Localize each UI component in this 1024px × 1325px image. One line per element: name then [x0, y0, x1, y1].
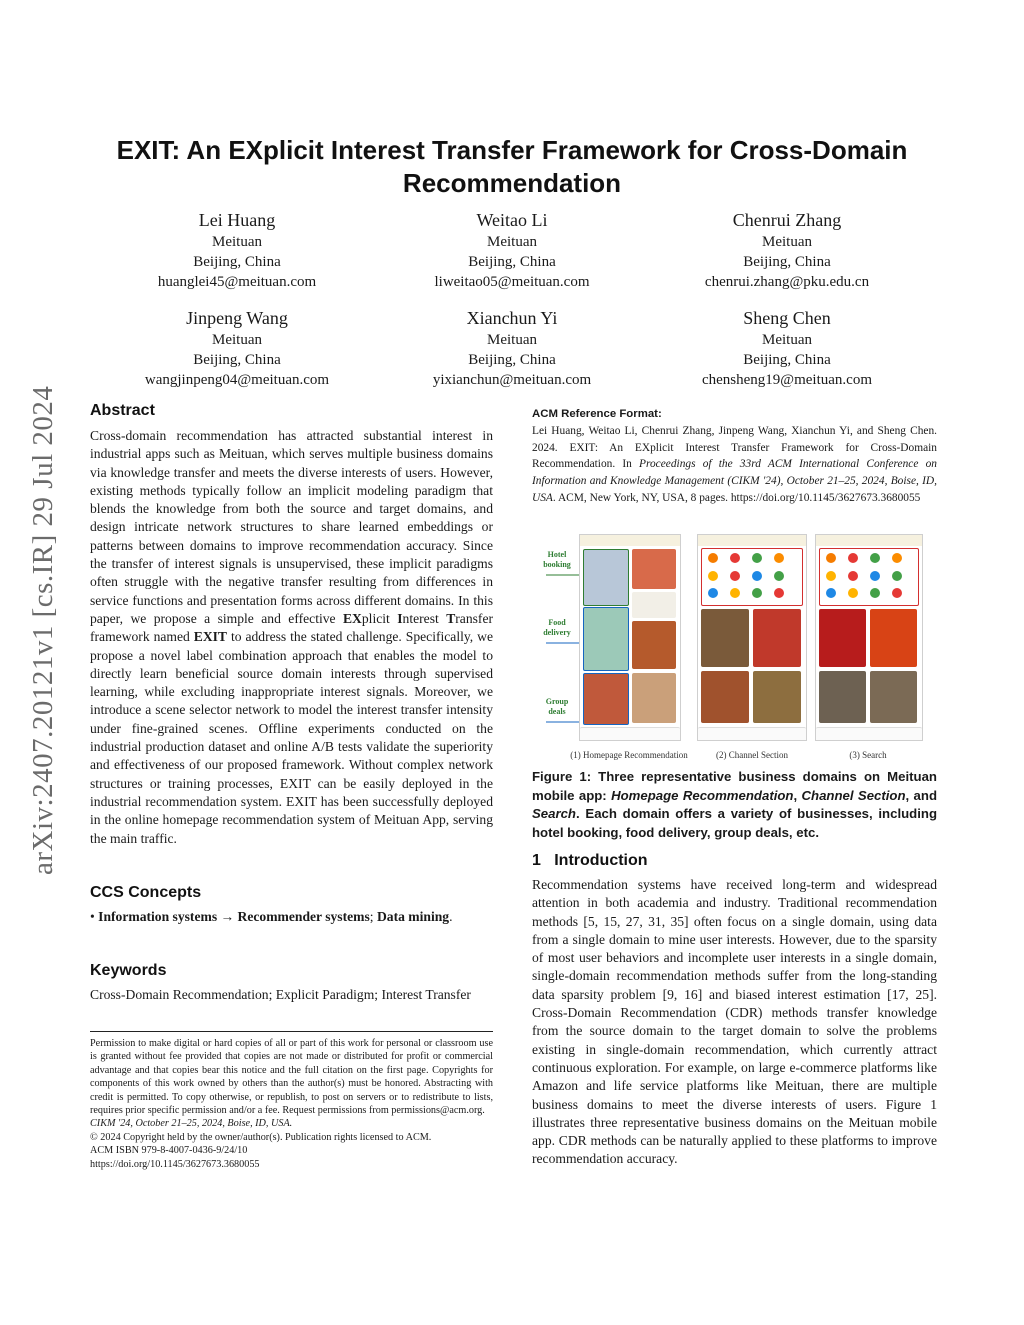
author-affiliation: Meituan: [487, 332, 537, 348]
figure-1: [532, 530, 937, 770]
side-label-hotel: Hotel booking: [543, 550, 571, 569]
author-location: Beijing, China: [468, 352, 556, 368]
author-name: Sheng Chen: [743, 308, 831, 328]
author-email: huanglei45@meituan.com: [157, 274, 317, 290]
category-icon: [870, 571, 880, 581]
abstract-bold: T: [446, 610, 456, 626]
intro-heading: 1 Introduction: [532, 852, 648, 869]
abstract-part: ransfer framework named: [90, 610, 494, 645]
author-name: Lei Huang: [198, 210, 276, 230]
category-icon: [752, 553, 762, 563]
category-icon: [826, 588, 836, 598]
phone-status-bar: [580, 535, 680, 546]
caption-text: . Each domain offers a variety of businesses, including hotel booking, food delivery, group deals, etc.: [532, 806, 937, 840]
keywords-text: Cross-Domain Recommendation; Explicit Paradigm; Interest Transfer: [90, 987, 471, 1002]
tab-bar: [816, 727, 922, 741]
tab-bar: [580, 727, 680, 741]
category-icon: [848, 553, 858, 563]
caption-domain: Channel Section: [801, 787, 906, 803]
category-icon: [752, 571, 762, 581]
ccs-concept: Data mining: [376, 909, 450, 924]
author-block: [387, 208, 637, 292]
tab-bar: [698, 727, 806, 741]
phone-channel: [697, 534, 807, 741]
author-email: yixianchun@meituan.com: [432, 372, 592, 388]
category-icon: [870, 553, 880, 563]
figure-sublabel: (1) Homepage Recommendation: [570, 750, 688, 760]
figure-caption: [532, 768, 937, 842]
category-icon: [730, 571, 740, 581]
author-location: Beijing, China: [743, 352, 831, 368]
category-icon: [848, 588, 858, 598]
arxiv-identifier: arXiv:2407.20121v1 [cs.IR] 29 Jul 2024: [27, 385, 59, 875]
intro-text: Recommendation systems have received long-term and widespread attention in both academia and industry. Traditional recommendation methods [5, 15, 27, 31, 35] often focus on a single domain, using data from a single domain to mine user interests. However, due to the sparsity of most user behaviors and incomplete user interests in a single domain, single-domain recommendation methods suffer from the long-standing data sparsity problem [9, 16] and biased interest estimation [17, 25]. Cross-Domain Recommendation (CDR) methods transfer knowledge from the source domain to the target domain to solve the problems existing in single-domain recommendation, which currently attract continuous exploration. For example, on large e-commerce platforms like Amazon and life service platforms like Meituan, there are multiple business domains to meet the diverse interests of users. Figure 1 illustrates three representative business domains on the Meituan mobile app. CDR methods can be naturally applied to these platforms to improve recommendation accuracy.: [532, 877, 937, 1167]
keywords-heading: Keywords: [90, 962, 167, 979]
icon-grid: [819, 548, 919, 606]
abstract-heading: Abstract: [90, 402, 155, 419]
caption-domain: Homepage Recommendation: [611, 787, 794, 803]
ccs-concept: Recommender systems: [237, 909, 370, 924]
author-name: Chenrui Zhang: [732, 210, 842, 230]
image-tile: [583, 549, 629, 606]
permission-notice: [90, 1037, 493, 1171]
image-tile: [870, 609, 917, 667]
abstract-bold: EX: [342, 610, 362, 626]
author-location: Beijing, China: [743, 254, 831, 270]
ccs-sep: ;: [369, 909, 377, 924]
image-tile: [632, 549, 676, 589]
acm-reference: [532, 406, 937, 507]
permission-text: Permission to make digital or hard copies of all or part of this work for personal or classroom use is granted without fee provided that copies are not made or distributed for profit or commercial advantage and that copies bear this notice and the full citation on the first page. Copyrights for components of this work owned by others than the author(s) must be honored. Abstracting with credit is permitted. To copy otherwise, or republish, to post on servers or to redistribute to lists, requires prior specific permission and/or a fee. Request permissions from permissions@acm.org.: [90, 1038, 493, 1117]
phone-homepage: [579, 534, 681, 741]
author-location: Beijing, China: [468, 254, 556, 270]
abstract-part: Cross-domain recommendation has attracted substantial interest in industrial apps such as Meituan, which serves multiple business domains via knowledge transfer and meets the diverse interests of users. However, existing methods typically follow an implicit modeling paradigm that blends the knowledge from both the source and target domains, and design intricate network structures to share learned embeddings or patterns between domains to improve recommendation accuracy. Since the transfer of interest signals is unsupervised, these implicit paradigms often struggle with the negative transfer resulting from differences in service functions and presentation forms across different domains. In this paper, we propose a simple and effective: [90, 428, 493, 626]
acm-reference-text: Lei Huang, Weitao Li, Chenrui Zhang, Jinpeng Wang, Xianchun Yi, and Sheng Chen. 2024. EXIT: An EXplicit Interest Transfer Framework for Cross-Domain Recommendation. In: [532, 424, 937, 471]
category-icon: [892, 588, 902, 598]
abstract-bold: EXIT: [193, 629, 227, 645]
image-tile: [632, 673, 676, 723]
paper-title: EXIT: An EXplicit Interest Transfer Framework for Cross-Domain Recommendation: [116, 135, 908, 198]
category-icon: [752, 588, 762, 598]
author-block: [112, 306, 362, 390]
category-icon: [708, 571, 718, 581]
side-label-group: Group deals: [545, 697, 569, 716]
ccs-heading: CCS Concepts: [90, 884, 202, 901]
abstract-text: [90, 427, 493, 848]
author-affiliation: Meituan: [762, 234, 812, 250]
image-tile: [632, 592, 676, 618]
image-tile: [819, 671, 866, 723]
category-icon: [826, 571, 836, 581]
footnote-rule: [90, 1031, 493, 1032]
author-name: Weitao Li: [476, 210, 548, 230]
category-icon: [730, 588, 740, 598]
category-icon: [708, 588, 718, 598]
side-label-food: Food delivery: [543, 618, 571, 637]
image-tile: [583, 673, 629, 725]
doi-line[interactable]: https://doi.org/10.1145/3627673.3680055: [90, 1158, 260, 1170]
ccs-bullet: •: [90, 909, 95, 924]
abstract-bold: I: [397, 610, 403, 626]
image-tile: [632, 621, 676, 669]
acm-reference-venue: Proceedings of the 33rd ACM International Conference on Information and Knowledge Management (CIKM '24), October 21–25, 2024, Boise, ID, USA: [532, 458, 937, 504]
category-icon: [870, 588, 880, 598]
author-email: chensheng19@meituan.com: [701, 372, 873, 388]
author-block: [662, 306, 912, 390]
image-tile: [753, 609, 801, 667]
image-tile: [701, 609, 749, 667]
caption-text: ,: [793, 787, 802, 803]
image-tile: [819, 609, 866, 667]
author-email: liweitao05@meituan.com: [434, 274, 590, 290]
category-icon: [774, 571, 784, 581]
figure-sublabel: (2) Channel Section: [716, 750, 788, 760]
author-location: Beijing, China: [193, 254, 281, 270]
phone-status-bar: [698, 535, 806, 546]
category-icon: [892, 571, 902, 581]
icon-grid: [701, 548, 803, 606]
copyright-line: © 2024 Copyright held by the owner/author(s). Publication rights licensed to ACM.: [90, 1131, 432, 1143]
image-tile: [753, 671, 801, 723]
image-tile: [583, 607, 629, 671]
ccs-text: [90, 908, 493, 926]
ccs-concept: Information systems: [98, 909, 218, 924]
author-email: chenrui.zhang@pku.edu.cn: [704, 274, 870, 290]
abstract-part: plicit: [361, 610, 398, 626]
figure-sublabel: (3) Search: [849, 750, 887, 760]
author-affiliation: Meituan: [762, 332, 812, 348]
caption-text: , and: [905, 787, 937, 803]
acm-reference-heading: ACM Reference Format:: [532, 408, 662, 420]
image-tile: [870, 671, 917, 723]
author-name: Jinpeng Wang: [186, 308, 288, 328]
abstract-part: nterest: [402, 610, 447, 626]
author-affiliation: Meituan: [212, 332, 262, 348]
author-affiliation: Meituan: [487, 234, 537, 250]
phone-status-bar: [816, 535, 922, 546]
category-icon: [730, 553, 740, 563]
category-icon: [848, 571, 858, 581]
author-block: [662, 208, 912, 292]
abstract-part: to address the stated challenge. Specifically, we propose a novel label combination approach that enables the model to directly learn beneficial source domain interests through supervised learning, while excluding inappropriate interest signals. Moreover, we introduce a scene selector network to model the interest transfer intensity under fine-grained scenes. Offline experiments conducted on the industrial production dataset and online A/B tests validate the superiority and effectiveness of our proposed framework. Without complex network structures or training processes, EXIT can be easily deployed in the industrial recommendation system. EXIT has been successfully deployed in the online homepage recommendation system of Meituan App, serving the main traffic.: [90, 629, 493, 846]
ccs-arrow: →: [217, 909, 238, 924]
isbn-line: ACM ISBN 979-8-4007-0436-9/24/10: [90, 1145, 248, 1157]
caption-text: Figure 1: Three representative business domains on Meituan mobile app:: [532, 769, 937, 803]
acm-reference-text: . ACM, New York, NY, USA, 8 pages. https://doi.org/10.1145/3627673.3680055: [552, 491, 921, 504]
category-icon: [774, 553, 784, 563]
ccs-end: .: [449, 909, 453, 924]
category-icon: [774, 588, 784, 598]
author-location: Beijing, China: [193, 352, 281, 368]
author-block: [112, 208, 362, 292]
conference-line: CIKM '24, October 21–25, 2024, Boise, ID, USA.: [90, 1118, 293, 1130]
image-tile: [701, 671, 749, 723]
author-affiliation: Meituan: [212, 234, 262, 250]
author-name: Xianchun Yi: [466, 308, 558, 328]
category-icon: [892, 553, 902, 563]
category-icon: [708, 553, 718, 563]
category-icon: [826, 553, 836, 563]
author-email: wangjinpeng04@meituan.com: [144, 372, 330, 388]
caption-domain: Search: [532, 806, 576, 821]
phone-search: [815, 534, 923, 741]
author-block: [387, 306, 637, 390]
